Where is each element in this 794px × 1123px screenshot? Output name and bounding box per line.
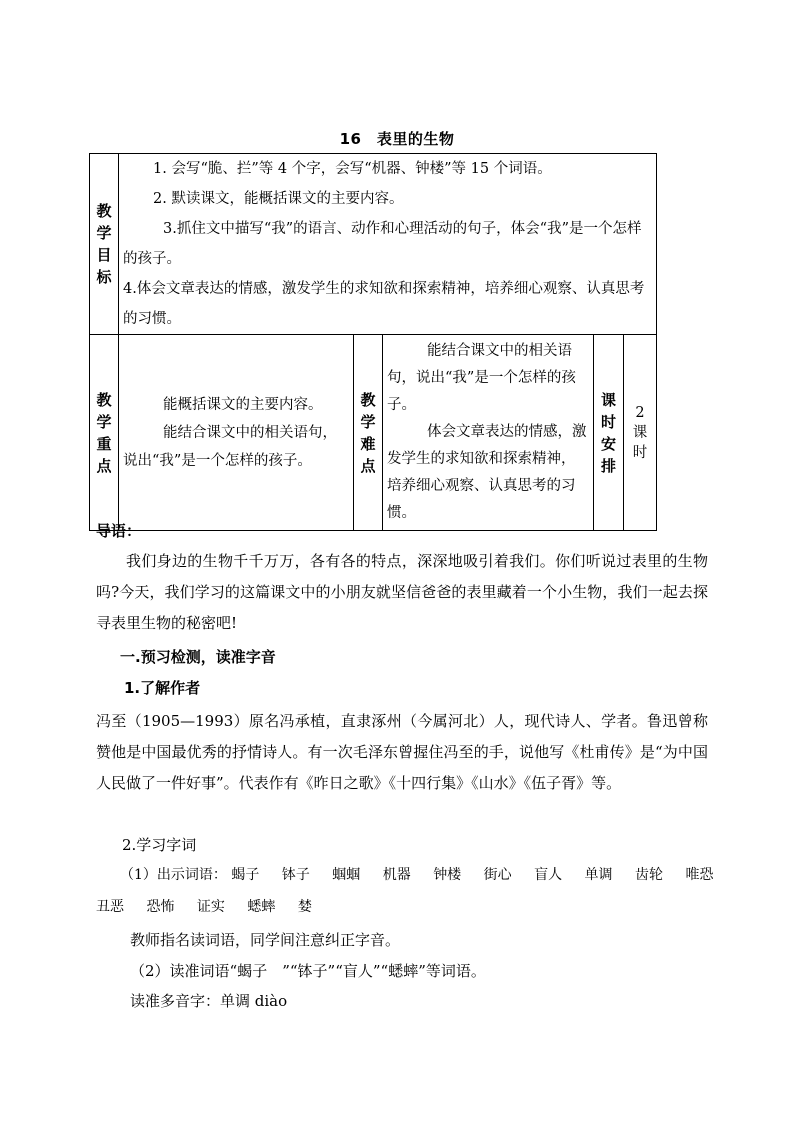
objectives-row	[90, 154, 657, 335]
intro-paragraph: 我们身边的生物千千万万，各有各的特点，深深地吸引着我们。你们听说过表里的生物吗?今天，我们学习的这篇课文中的小朋友就坚信爸爸的表里藏着一个小生物，我们一起去探寻表里生物的秘密吧!	[96, 552, 708, 632]
vocab-word: 丑恶	[96, 899, 124, 915]
key-point-item: 能概括课文的主要内容。	[163, 396, 323, 413]
vocab-word: 钵子	[281, 867, 310, 883]
objective-item: 3.抓住文中描写“我”的语言、动作和心理活动的句子，体会“我”是一个怎样的孩子。	[123, 221, 642, 267]
key-points-cell	[119, 335, 354, 531]
words-intro: （1）出示词语：	[120, 867, 227, 883]
polyphone-note: 读准多音字：单调 diào	[130, 992, 288, 1010]
word-list-line1	[120, 864, 730, 884]
key-points-label: 教 学 重 点	[90, 335, 119, 531]
lesson-plan-table	[89, 153, 657, 531]
sub-heading-words: 2.学习字词	[122, 836, 197, 854]
hours-cell: 2 课 时	[624, 335, 657, 531]
objective-item: 4.体会文章表达的情感，激发学生的求知欲和探索精神，培养细心观察、认真思考的习惯。	[123, 281, 645, 327]
difficulty-item: 能结合课文中的相关语句，说出“我”是一个怎样的孩子。	[387, 343, 576, 413]
teacher-note: 教师指名读词语，同学间注意纠正字音。	[130, 931, 401, 949]
vocab-word: 齿轮	[635, 867, 663, 883]
difficulty-item: 体会文章表达的情感，激发学生的求知欲和探索精神，培养细心观察、认真思考的习惯。	[387, 424, 587, 521]
difficulty-cell	[383, 335, 594, 531]
vocab-word: 盲人	[534, 867, 563, 883]
objectives-label: 教 学 目 标	[90, 154, 119, 335]
section-heading: 一.预习检测，读准字音	[120, 648, 276, 666]
vocab-word: 婪	[297, 899, 312, 915]
difficulty-label: 教 学 难 点	[354, 335, 383, 531]
vocab-word: 证实	[196, 899, 225, 915]
objectives-cell	[119, 154, 657, 335]
sub-heading-author: 1.了解作者	[124, 679, 201, 697]
vocab-word: 蝎子	[231, 867, 260, 883]
vocab-word: 街心	[483, 867, 512, 883]
vocab-word: 唯恐	[685, 867, 714, 883]
page-title: 16 表里的生物	[339, 130, 455, 148]
vocab-word: 钟楼	[433, 867, 462, 883]
word-list-line2	[96, 896, 706, 916]
read-note: （2）读准词语“蝎子 ”“钵子”“盲人”“蟋蟀”等词语。	[130, 962, 486, 980]
vocab-word: 蟋蟀	[247, 899, 276, 915]
vocab-word: 恐怖	[146, 899, 175, 915]
vocab-word: 蝈蝈	[332, 867, 361, 883]
intro-heading: 导语：	[96, 522, 142, 540]
author-paragraph: 冯至（1905—1993）原名冯承植，直隶涿州（今属河北）人，现代诗人、学者。鲁迅曾称赞他是中国最优秀的抒情诗人。有一次毛泽东曾握住冯至的手，说他写《杜甫传》是“为中国人民做了一件好事”。代表作有《昨日之歌》《十四行集》《山水》《伍子胥》等。	[96, 712, 708, 792]
schedule-label: 课 时 安 排	[594, 335, 624, 531]
objective-item: 1. 会写“脆、拦”等 4 个字，会写“机器、钟楼”等 15 个词语。	[153, 161, 552, 177]
vocab-word: 机器	[382, 867, 411, 883]
vocab-word: 单调	[584, 867, 613, 883]
key-point-item: 能结合课文中的相关语句，说出“我”是一个怎样的孩子。	[123, 424, 337, 469]
objective-item: 2. 默读课文，能概括课文的主要内容。	[153, 191, 404, 207]
key-points-row	[90, 335, 657, 531]
